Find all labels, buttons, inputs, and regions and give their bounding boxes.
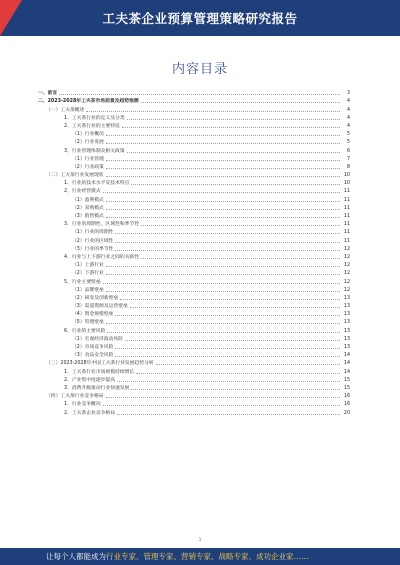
toc-entry-label: 二、2023-2028年工夫茶市场前景及趋势预测 xyxy=(38,99,139,105)
toc-entry-page: 13 xyxy=(343,345,350,350)
toc-entry-page: 11 xyxy=(343,238,350,244)
toc-entry-page: 13 xyxy=(343,328,350,334)
toc-leader-dots xyxy=(120,299,340,300)
toc-entry-page: 11 xyxy=(343,222,350,228)
toc-entry-label: （2）研发及创新壁垒 xyxy=(72,295,119,301)
toc-entry-label: 5、行业主要壁垒 xyxy=(64,279,101,285)
toc-entry-page: 20 xyxy=(343,410,350,416)
toc-entry[interactable] xyxy=(38,399,350,407)
toc-entry[interactable] xyxy=(38,137,350,145)
toc-leader-dots xyxy=(106,168,340,169)
toc-entry-page: 13 xyxy=(343,336,350,342)
toc-entry-page: 11 xyxy=(343,205,350,211)
toc-leader-dots xyxy=(115,242,340,243)
toc-entry[interactable] xyxy=(38,170,350,178)
toc-entry[interactable] xyxy=(38,162,350,170)
toc-leader-dots xyxy=(127,119,340,120)
toc-entry-page: 12 xyxy=(343,279,350,285)
toc-entry[interactable] xyxy=(38,325,350,333)
toc-leader-dots xyxy=(131,184,340,185)
toc-entry-page: 12 xyxy=(343,271,350,277)
toc-leader-dots xyxy=(117,381,340,382)
toc-entry[interactable] xyxy=(38,178,350,186)
toc-leader-dots xyxy=(122,127,340,128)
toc-leader-dots xyxy=(106,160,340,161)
toc-entry[interactable] xyxy=(38,375,350,383)
table-of-contents xyxy=(38,88,350,416)
toc-entry-page: 12 xyxy=(343,263,350,269)
toc-entry[interactable] xyxy=(38,154,350,162)
toc-leader-dots xyxy=(59,94,340,95)
toc-leader-dots xyxy=(106,291,340,292)
toc-entry[interactable] xyxy=(38,342,350,350)
toc-leader-dots xyxy=(106,266,340,267)
toc-entry-label: 2、工夫茶行业的主要特征 xyxy=(64,123,120,129)
toc-entry-page: 13 xyxy=(343,312,350,318)
toc-leader-dots xyxy=(106,323,340,324)
toc-entry[interactable] xyxy=(38,227,350,235)
toc-leader-dots xyxy=(106,201,340,202)
toc-leader-dots xyxy=(103,283,340,284)
toc-entry-page: 13 xyxy=(343,320,350,326)
toc-entry[interactable] xyxy=(38,301,350,309)
toc-entry-label: 1、行业竞争概况 xyxy=(64,402,101,408)
toc-entry[interactable] xyxy=(38,350,350,358)
toc-entry[interactable] xyxy=(38,194,350,202)
toc-entry[interactable] xyxy=(38,391,350,399)
toc-entry[interactable] xyxy=(38,383,350,391)
toc-entry-label: 1、工夫茶行业市场规模持续增长 xyxy=(64,369,135,375)
toc-entry-page: 3 xyxy=(346,91,350,97)
toc-entry-page: 12 xyxy=(343,246,350,252)
toc-entry-label: （一）工夫茶概述 xyxy=(46,107,85,113)
toc-entry-label: （2）采购模式 xyxy=(72,205,104,211)
toc-entry-label: （1）行业概况 xyxy=(72,132,104,138)
toc-leader-dots xyxy=(125,340,340,341)
toc-leader-dots xyxy=(106,176,340,177)
toc-entry-label: 2、工夫茶企业竞争格局 xyxy=(64,410,116,416)
toc-entry-label: 1、工夫茶行业的定义及分类 xyxy=(64,115,125,121)
toc-entry-page: 11 xyxy=(343,214,350,219)
footer-slogan xyxy=(46,551,309,562)
toc-leader-dots xyxy=(115,233,340,234)
toc-entry-page: 16 xyxy=(343,402,350,408)
toc-entry[interactable] xyxy=(38,129,350,137)
toc-entry[interactable] xyxy=(38,260,350,268)
toc-heading: 内容目录 xyxy=(171,62,228,77)
toc-entry[interactable] xyxy=(38,219,350,227)
toc-entry-label: （2）市场竞争风险 xyxy=(72,345,114,350)
toc-entry-label: 2、产业集中度逐步提高 xyxy=(64,377,116,383)
toc-entry-label: （1）行业管理 xyxy=(72,156,104,162)
toc-leader-dots xyxy=(86,111,340,112)
toc-entry-label: （1）盈利模式 xyxy=(72,197,104,203)
toc-entry[interactable] xyxy=(38,121,350,129)
toc-leader-dots xyxy=(115,315,340,316)
toc-entry[interactable] xyxy=(38,186,350,194)
toc-entry-label: 4、行业与上下游行业之间的关联性 xyxy=(64,254,140,260)
toc-entry-page: 13 xyxy=(343,304,350,310)
toc-entry[interactable] xyxy=(38,309,350,317)
toc-entry-label: （1）宏观经济波动风险 xyxy=(72,336,124,342)
toc-entry[interactable] xyxy=(38,96,350,104)
toc-leader-dots xyxy=(127,152,340,153)
toc-entry[interactable] xyxy=(38,366,350,374)
toc-leader-dots xyxy=(115,348,340,349)
toc-entry-label: （2）行业政策 xyxy=(72,164,104,170)
toc-entry-page: 8 xyxy=(346,164,350,170)
toc-entry-page: 15 xyxy=(343,385,350,391)
toc-entry[interactable] xyxy=(38,88,350,96)
toc-entry-label: （2）行业发展 xyxy=(72,140,104,146)
toc-entry-page: 12 xyxy=(343,287,350,293)
toc-entry-label: （5）管理壁垒 xyxy=(72,320,104,326)
toc-entry-page: 4 xyxy=(346,99,350,105)
toc-entry[interactable] xyxy=(38,358,350,366)
toc-leader-dots xyxy=(141,225,340,226)
toc-leader-dots xyxy=(115,250,340,251)
toc-entry-page: 14 xyxy=(343,353,350,359)
toc-leader-dots xyxy=(106,217,340,218)
toc-leader-dots xyxy=(106,209,340,210)
toc-entry[interactable] xyxy=(38,203,350,211)
toc-entry-page: 4 xyxy=(346,115,350,121)
toc-leader-dots xyxy=(141,102,340,103)
toc-entry[interactable] xyxy=(38,317,350,325)
toc-entry-label: （4）资金规模壁垒 xyxy=(72,312,114,318)
toc-leader-dots xyxy=(103,405,340,406)
toc-entry[interactable] xyxy=(38,244,350,252)
toc-leader-dots xyxy=(106,135,340,136)
toc-entry-page: 16 xyxy=(343,394,350,400)
footer-lead: 让每个人都能成为 xyxy=(46,552,106,561)
toc-entry-label: （2）下游行业 xyxy=(72,271,104,277)
toc-entry-page: 11 xyxy=(343,189,350,195)
toc-entry[interactable] xyxy=(38,407,350,415)
toc-entry-label: 3、行业管理体制及相关政策 xyxy=(64,148,125,154)
toc-entry[interactable] xyxy=(38,268,350,276)
footer-highlight: 行业专家、管理专家、营销专家、战略专家、成功企业家…… xyxy=(106,552,309,561)
toc-entry-label: 一、前言 xyxy=(38,91,58,97)
toc-leader-dots xyxy=(106,143,340,144)
toc-leader-dots xyxy=(106,274,340,275)
toc-entry-page: 10 xyxy=(343,173,350,179)
toc-leader-dots xyxy=(156,364,340,365)
page-header xyxy=(0,0,400,36)
toc-entry-page: 14 xyxy=(343,369,350,375)
toc-leader-dots xyxy=(141,258,340,259)
toc-entry-label: （四）工夫茶行业竞争格局 xyxy=(46,394,104,400)
toc-entry-label: 6、行业的主要风险 xyxy=(64,328,106,334)
toc-entry-label: （1）行业的周期性 xyxy=(72,230,114,236)
toc-entry[interactable] xyxy=(38,276,350,284)
toc-leader-dots xyxy=(130,307,340,308)
toc-entry-page: 7 xyxy=(346,156,350,162)
page-footer xyxy=(0,548,400,565)
toc-entry-label: （3）行业的季节性 xyxy=(72,246,114,252)
toc-entry-page: 6 xyxy=(346,148,350,154)
toc-entry-page: 15 xyxy=(343,377,350,383)
toc-entry-page: 13 xyxy=(343,295,350,301)
toc-entry-page: 4 xyxy=(346,123,350,129)
toc-entry-page: 5 xyxy=(346,132,350,138)
toc-entry-label: 3、消费升级推动行业快速发展 xyxy=(64,385,130,391)
toc-entry-label: 1、行业的技术水平及技术特点 xyxy=(64,181,130,187)
toc-leader-dots xyxy=(103,192,340,193)
toc-entry-label: （1）品牌壁垒 xyxy=(72,287,104,293)
toc-entry-page: 14 xyxy=(343,361,350,367)
toc-entry-label: （3）食品安全风险 xyxy=(72,353,114,359)
toc-entry-page: 12 xyxy=(343,254,350,260)
toc-entry-page: 11 xyxy=(343,230,350,236)
toc-entry[interactable] xyxy=(38,211,350,219)
page-number: 1 xyxy=(198,538,202,543)
toc-leader-dots xyxy=(107,332,340,333)
toc-entry-page: 10 xyxy=(343,181,350,187)
toc-leader-dots xyxy=(136,373,340,374)
document-title: 工夫茶企业预算管理策略研究报告 xyxy=(102,11,298,26)
toc-entry-label: （三）2023-2028年中国工夫茶行业发展趋势分析 xyxy=(46,361,154,367)
toc-entry-page: 11 xyxy=(343,197,350,203)
toc-leader-dots xyxy=(117,414,340,415)
toc-entry[interactable] xyxy=(38,293,350,301)
toc-entry[interactable] xyxy=(38,334,350,342)
toc-leader-dots xyxy=(115,356,340,357)
toc-entry-label: （2）行业的区域性 xyxy=(72,238,114,244)
toc-entry[interactable] xyxy=(38,104,350,112)
toc-entry-label: （3）渠道资源及运营壁垒 xyxy=(72,304,128,310)
toc-entry-label: （二）工夫茶行业发展现状 xyxy=(46,173,104,179)
toc-entry-page: 4 xyxy=(346,107,350,113)
toc-leader-dots xyxy=(131,389,340,390)
toc-entry-label: 2、行业经营模式 xyxy=(64,189,101,195)
toc-entry-label: （3）销售模式 xyxy=(72,214,104,219)
toc-entry[interactable] xyxy=(38,285,350,293)
toc-leader-dots xyxy=(106,397,340,398)
toc-entry[interactable] xyxy=(38,252,350,260)
toc-entry-page: 5 xyxy=(346,140,350,146)
toc-entry-label: （1）上游行业 xyxy=(72,263,104,269)
toc-entry[interactable] xyxy=(38,235,350,243)
toc-entry[interactable] xyxy=(38,145,350,153)
toc-entry[interactable] xyxy=(38,113,350,121)
toc-entry-label: 3、行业的周期性、区域性和季节性 xyxy=(64,222,140,228)
